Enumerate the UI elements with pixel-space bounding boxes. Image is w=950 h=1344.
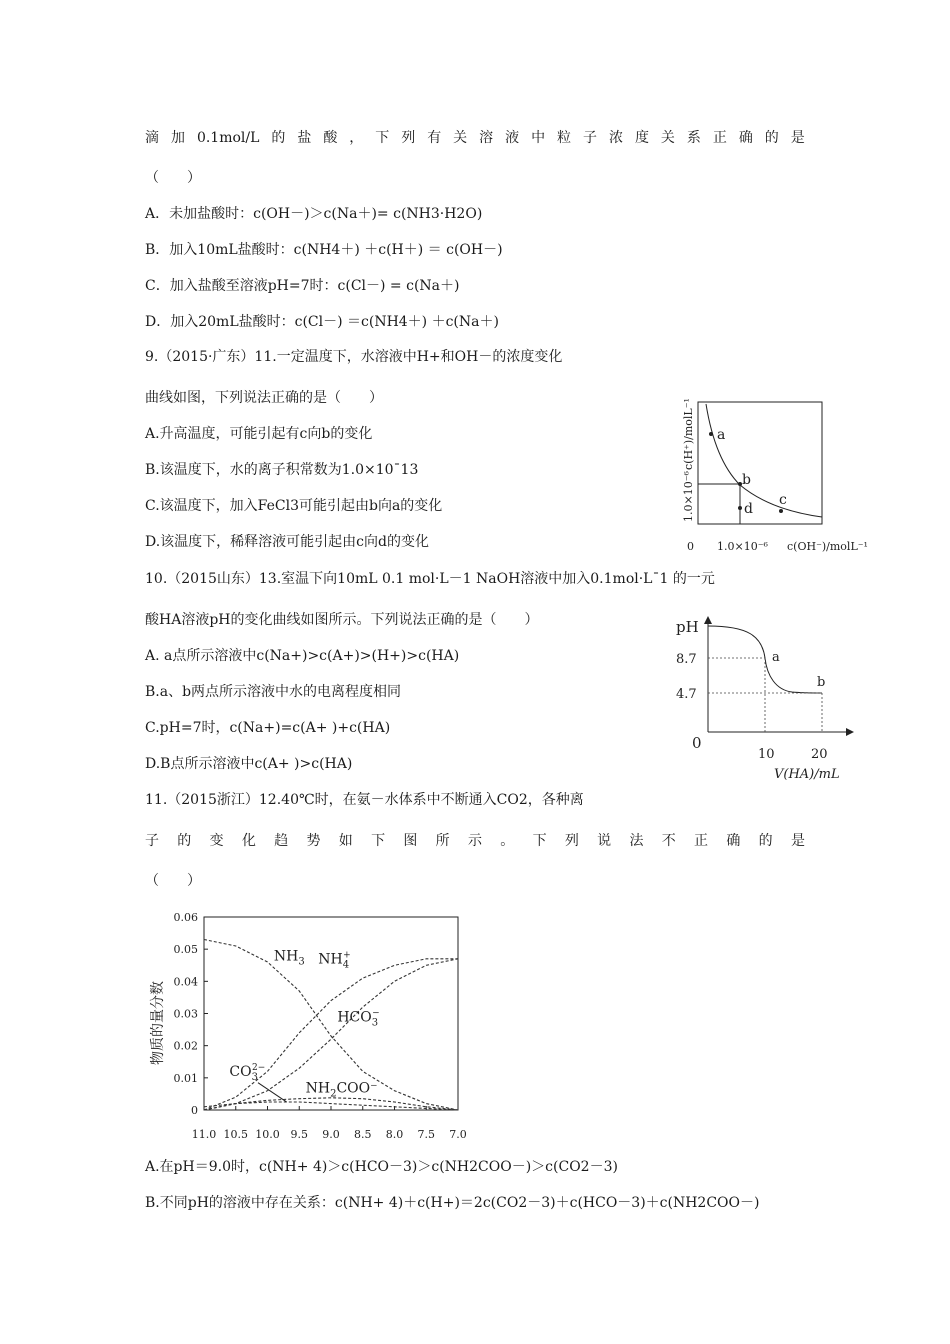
q9-ylabel: c(H⁺)/molL⁻¹ (682, 398, 695, 470)
q8-option-d: D．加入20mL盐酸时：c(Cl－) ＝c(NH4＋) ＋c(Na＋) (145, 314, 499, 330)
q11-stem-char: 子 (145, 833, 159, 849)
series-label-co32: $CO_32-$ (229, 1063, 266, 1084)
q8-stem-char: 液 (505, 130, 520, 146)
x-tick-label: 8.0 (385, 1128, 404, 1141)
q9-curve (706, 404, 822, 517)
q11-stem-char: 正 (694, 833, 709, 849)
y-tick-label: 0.03 (173, 1007, 198, 1021)
q10-origin: 0 (692, 734, 702, 752)
q8-stem-char: 中 (531, 130, 546, 146)
q8-stem-char: 溶 (479, 130, 494, 146)
q8-stem-char: 0.1mol/L (196, 130, 260, 146)
q9-label-d: d (744, 501, 753, 517)
q8-stem (145, 128, 805, 148)
q8-stem-char: 加 (170, 130, 185, 146)
q8-stem-char: 盐 (297, 130, 312, 146)
q11-stem-char: 法 (629, 833, 644, 849)
q9-stem-line1: 9.（2015·广东）11.一定温度下，水溶液中H+和OH－的浓度变化 (145, 349, 563, 365)
q8-stem-char: 浓 (608, 130, 623, 146)
q11-stem-char: 确 (726, 833, 741, 849)
q10-option-a: A. a点所示溶液中c(Na+)>c(A+)>(H+)>c(HA) (145, 648, 460, 664)
q10-option-b: B.a、b两点所示溶液中水的电离程度相同 (145, 684, 402, 700)
q9-figure (670, 360, 900, 560)
q11-stem-char: 下 (532, 833, 547, 849)
q11-stem-char: 势 (306, 833, 321, 849)
y-tick-label: 0.05 (173, 943, 198, 957)
q10-point-b: b (817, 675, 826, 690)
q8-stem-char: 的 (764, 130, 779, 146)
q9-label-b: b (742, 472, 751, 488)
q11-stem-char: 趋 (274, 833, 289, 849)
series-label-nh2coo: $NH_2COO^-$ (305, 1080, 378, 1100)
y-tick-label: 0.01 (173, 1071, 198, 1085)
q11-stem-char: 变 (209, 833, 224, 849)
q9-option-c: C.该温度下，加入FeCl3可能引起由b向a的变化 (145, 498, 443, 514)
y-tick-label: 0.04 (173, 975, 198, 989)
q9-origin: 0 (687, 540, 694, 553)
x-tick-label: 8.5 (354, 1128, 372, 1141)
q8-stem-char: 确 (738, 130, 753, 146)
q10-point-a: a (772, 650, 780, 665)
q11-option-b: B.不同pH的溶液中存在关系：c(NH+ 4)＋c(H+)＝2c(CO2－3)＋c(HCO－3)＋c(NH2COO－) (145, 1195, 760, 1211)
q8-stem-char: 关 (660, 130, 675, 146)
q8-option-c: C．加入盐酸至溶液pH=7时：c(Cl－) = c(Na＋) (145, 278, 460, 294)
q8-stem-char: 度 (634, 130, 649, 146)
q11-stem-char: 不 (661, 833, 676, 849)
series-label-nh4: $NH_4+$ (318, 950, 351, 971)
q11-stem (145, 831, 805, 851)
q9-option-d: D.该温度下，稀释溶液可能引起由c向d的变化 (145, 534, 429, 550)
q10-xlabel: V(HA)/mL (774, 767, 840, 782)
x-tick-label: 10.0 (255, 1128, 280, 1141)
q11-stem-line1: 11.（2015浙江）12.40℃时，在氨－水体系中不断通入CO2，各种离 (145, 792, 584, 808)
q11-stem-char: 的 (177, 833, 192, 849)
q8-stem-char: 滴 (145, 130, 159, 146)
x-tick-label: 9.0 (322, 1128, 340, 1141)
q11-stem-char: 的 (758, 833, 773, 849)
q8-stem-char: 子 (583, 130, 597, 146)
q11-stem-char: 如 (338, 833, 353, 849)
x-tick-label: 10.5 (223, 1128, 248, 1141)
q8-stem-char: 关 (453, 130, 468, 146)
q8-stem-char: 有 (427, 130, 442, 146)
q9-stem-line2: 曲线如图，下列说法正确的是（ ） (145, 390, 383, 406)
q11-stem-char: 图 (403, 833, 418, 849)
q9-frame (698, 402, 822, 524)
q10-ylabel: pH (676, 618, 699, 636)
q8-option-a: A．未加盐酸时：c(OH－)＞c(Na＋)= c(NH3·H2O) (145, 206, 483, 222)
q9-point-c (779, 509, 783, 513)
q10-xtick-10: 10 (758, 747, 775, 762)
q10-stem-line1: 10.（2015山东）13.室温下向10mL 0.1 mol·L－1 NaOH溶液中加入0.1mol·L¯1 的一元 (145, 571, 715, 587)
y-tick-label: 0 (191, 1104, 198, 1117)
q8-option-b: B．加入10mL盐酸时：c(NH4＋) ＋c(H＋) ＝ c(OH－) (145, 242, 503, 258)
q9-xtick: 1.0×10⁻⁶ (717, 540, 768, 553)
q8-stem-char: 下 (375, 130, 390, 146)
q11-blank: （ ） (145, 873, 201, 889)
q8-stem-char: 粒 (557, 130, 572, 146)
x-tick-label: 9.5 (290, 1128, 308, 1141)
q11-stem-char: 化 (241, 833, 256, 849)
y-tick-label: 0.02 (173, 1039, 198, 1053)
q9-label-c: c (779, 492, 787, 508)
y-tick-label: 0.06 (173, 911, 198, 924)
q11-stem-char: 列 (564, 833, 579, 849)
q8-stem-char: 系 (686, 130, 701, 146)
q8-blank: （ ） (145, 170, 201, 186)
x-tick-label: 11.0 (191, 1128, 217, 1141)
chart-frame (204, 917, 458, 1110)
x-tick-label: 7.0 (449, 1128, 467, 1141)
q11-stem-char: 下 (371, 833, 386, 849)
series-label-nh3: $NH_3$ (273, 948, 305, 968)
q9-option-a: A.升高温度，可能引起有c向b的变化 (145, 426, 373, 442)
y-axis-label: 物质的量分数 (150, 981, 166, 1065)
q10-stem-line2: 酸HA溶液pH的变化曲线如图所示。下列说法正确的是（ ） (145, 612, 539, 628)
q8-stem-char: 列 (401, 130, 416, 146)
q9-point-d (738, 506, 742, 510)
q10-option-c: C.pH=7时，c(Na+)=c(A+ )+c(HA) (145, 720, 391, 736)
q9-xlabel: c(OH⁻)/molL⁻¹ (787, 540, 868, 553)
q9-ytick: 1.0×10⁻⁶ (682, 471, 695, 522)
q10-ytick-47: 4.7 (676, 687, 697, 702)
x-tick-label: 7.5 (417, 1128, 435, 1141)
q11-stem-char: 示 (467, 833, 482, 849)
q10-option-d: D.B点所示溶液中c(A+ )>c(HA) (145, 756, 353, 772)
q11-chart (140, 905, 480, 1150)
q10-ytick-87: 8.7 (676, 652, 697, 667)
q10-figure (670, 610, 870, 790)
q8-stem-char: 是 (790, 130, 805, 146)
q11-option-a: A.在pH＝9.0时，c(NH+ 4)＞c(HCO－3)＞c(NH2COO－)＞c(CO2－3) (145, 1159, 618, 1175)
q8-stem-char: 的 (271, 130, 286, 146)
q11-stem-char: 说 (597, 833, 612, 849)
q11-stem-char: 所 (435, 833, 450, 849)
q11-stem-char: 是 (790, 833, 805, 849)
series-label-hco3: $HCO_3-$ (337, 1008, 380, 1029)
q9-point-a (709, 432, 713, 436)
q9-label-a: a (717, 427, 726, 443)
q11-stem-char: 。 (500, 833, 515, 849)
q10-xtick-20: 20 (811, 747, 828, 762)
q9-option-b: B.该温度下，水的离子积常数为1.0×10¯13 (145, 462, 419, 478)
q8-stem-char: 正 (712, 130, 727, 146)
q8-stem-char: 酸 (323, 130, 338, 146)
q8-stem-char: ， (349, 130, 364, 146)
